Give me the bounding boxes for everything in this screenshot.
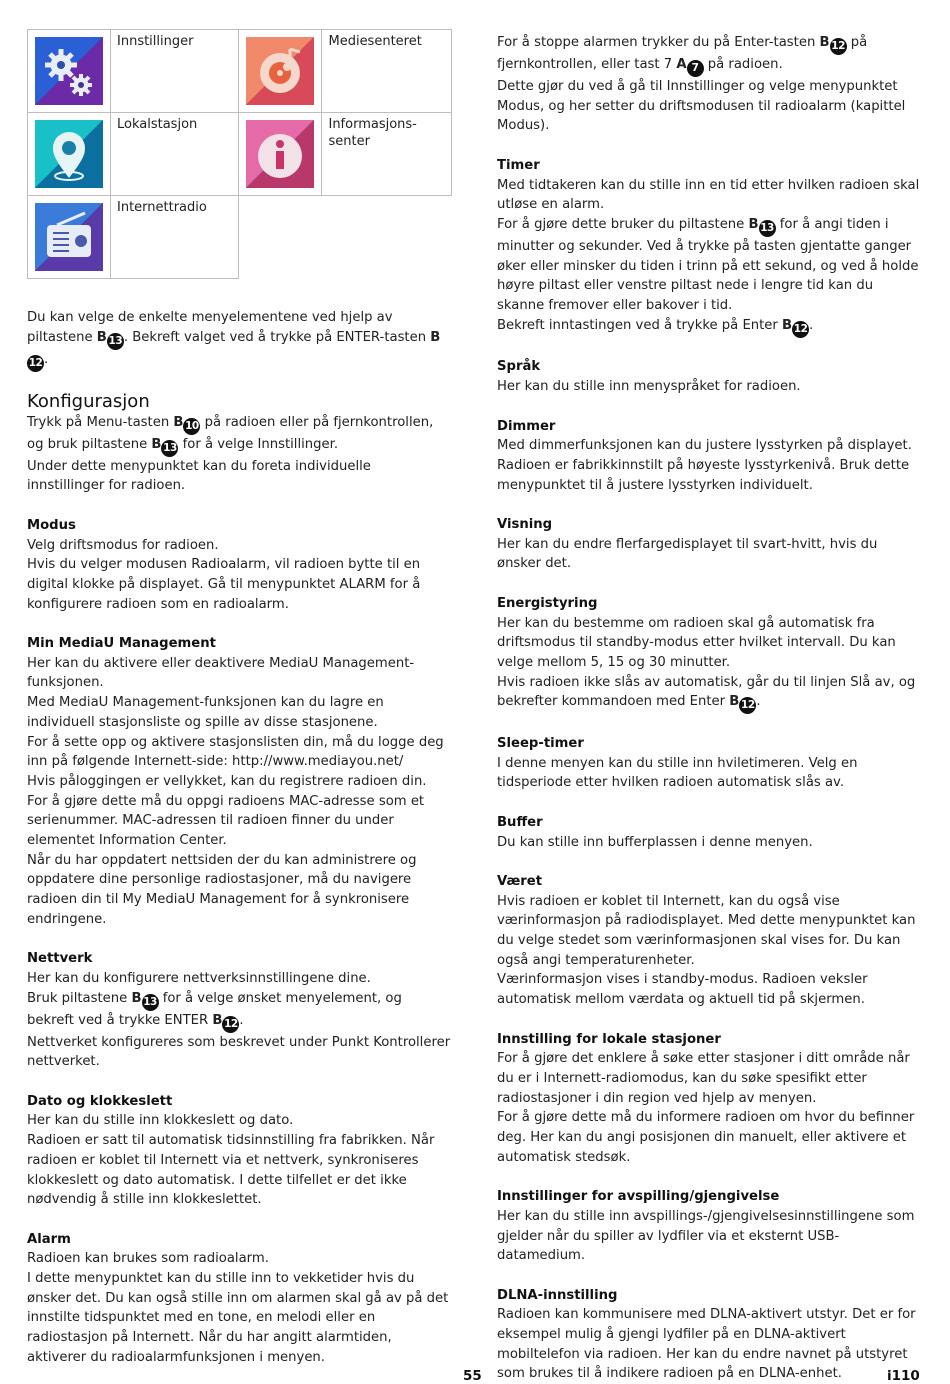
section-heading: Alarm (27, 1231, 71, 1247)
section-heading: Modus (27, 517, 76, 533)
media-center-icon (246, 37, 314, 105)
section-heading: Timer (497, 157, 540, 173)
settings-icon (35, 37, 103, 105)
section-mediau: Min MediaU Management Her kan du aktivere eller deaktivere MediaU Management-funksjonen. Med MediaU Management-funksjonen kan du lagre en individuell stasjonsliste og spille av disse stasjonene. For å sette opp og aktivere stasjonslisten din, må du logge deg inn på følgende Internett-side: http://www.mediayou.net/ Hvis påloggingen er vellykket, kan du registrere radioen din. For å gjøre dette må du oppgi radioens MAC-adresse som et serienummer. MAC-adressen til radioen finner du under elementet Information Center. Når du har oppdatert nettsiden der du kan administrere og oppdatere dine personlige radiostasjoner, må du navigere radioen din til My MediaU Management for å synkronisere endringene. (27, 634, 452, 930)
section-alarm-continued: For å stoppe alarmen trykker du på Enter-tasten B 12 på fjernkontrollen, eller tast 7 A 7 på radioen. Dette gjør du ved å gå til Innstillinger og velge menypunktet Modus, og her setter du driftsmodusen til radioalarm (kapittel Modus). (497, 35, 906, 134)
location-pin-icon (35, 120, 103, 188)
menu-label-local-station: Lokalstasjon (117, 117, 198, 132)
left-column (27, 0, 452, 1368)
section-heading: DLNA-innstilling (497, 1287, 618, 1303)
model-label: i110 (887, 1368, 920, 1384)
menu-label-settings: Innstillinger (117, 34, 194, 49)
key-badge: 10 (183, 418, 200, 435)
section-dato: Dato og klokkeslett Her kan du stille inn klokkeslett og dato. Radioen er satt til automatisk tidsinnstilling fra fabrikken. Når radioen er koblet til Internett via et nettverk, synkroniseres klokkeslett og dato automatisk. I dette tilfellet er det ikke nødvendig å stille inn klokkeslettet. (27, 1092, 452, 1210)
section-heading: Språk (497, 359, 541, 375)
section-heading: Buffer (497, 814, 543, 830)
section-timer: Timer Med tidtakeren kan du stille inn en tid etter hvilken radioen skal utløse en alarm. For å gjøre dette bruker du piltastene B 13 for å angi tiden i minutter og sekunder. Ved å trykke på tasten gjentatte ganger øker eller minsker du tiden i trinn på ett sekund, og ved å holde høyre piltast eller venstre piltast nede i lengre tid kan du skanne fremover eller bakover i tid. Bekreft inntastingen ved å trykke på Enter B 12 . (497, 156, 922, 338)
section-dimmer: Dimmer Med dimmerfunksjonen kan du justere lysstyrken på displayet. Radioen er fabrikkinnstilt på høyeste lysstyrkenivå. Bruk dette menypunktet til å justere lysstyrken individuelt. (497, 417, 922, 496)
section-sprak: Språk Her kan du stille inn menyspråket for radioen. (497, 357, 922, 396)
section-buffer: Buffer Du kan stille inn bufferplassen i denne menyen. (497, 813, 922, 852)
section-heading: Min MediaU Management (27, 636, 216, 651)
section-heading: Dimmer (497, 418, 556, 434)
info-icon (246, 120, 314, 188)
menu-icon-table (27, 29, 452, 279)
section-heading: Innstilling for lokale stasjoner (497, 1031, 721, 1047)
section-konfigurasjon: Konfigurasjon Trykk på Menu-tasten B 10 på radioen eller på fjernkontrollen, og bruk piltastene B 13 for å velge Innstillinger. Under dette menypunktet kan du foreta individuelle innstillinger for radioen. (27, 391, 452, 496)
intro-paragraph: Du kan velge de enkelte menyelementene ved hjelp av piltastene B 13 . Bekreft valget ved å trykke på ENTER-tasten B12 . (27, 308, 452, 372)
section-avspilling: Innstillinger for avspilling/gjengivelse Her kan du stille inn avspillings-/gjengivelsesinnstillingene som gjelder når du spiller av lydfiler via et eksternt USB-datamedium. (497, 1187, 922, 1266)
menu-label-internet-radio: Internettradio (117, 200, 207, 215)
menu-label-media-center: Mediesenteret (328, 34, 422, 49)
section-heading: Innstillinger for avspilling/gjengivelse (497, 1189, 780, 1205)
key-badge: 12 (830, 38, 847, 55)
section-heading: Været (497, 873, 543, 889)
menu-label-info-center-line2: senter (328, 134, 370, 149)
key-badge: 13 (161, 440, 178, 457)
key-badge: 13 (759, 220, 776, 237)
section-dlna: DLNA-innstilling Radioen kan kommunisere med DLNA-aktivert utstyr. Det er for eksempel mulig å gjengi lydfiler på en DLNA-aktivert mobiltelefon via radioen. Her kan du endre navnet på utstyret som brukes til å indikere radioen på en DLNA-enhet. (497, 1286, 922, 1384)
key-badge: 12 (739, 697, 756, 714)
right-column (497, 33, 922, 1384)
section-heading: Sleep-timer (497, 736, 584, 751)
key-badge: 12 (792, 321, 809, 338)
section-modus: Modus Velg driftsmodus for radioen. Hvis du velger modusen Radioalarm, vil radioen bytte til en digital klokke på displayet. Gå til menypunktet ALARM for å konfigurere radioen som en radioalarm. (27, 516, 452, 615)
radio-icon (35, 203, 103, 271)
key-badge: 7 (687, 60, 704, 77)
section-alarm: Alarm Radioen kan brukes som radioalarm. I dette menypunktet kan du stille inn to vekketider hvis du ønsker det. Du kan også stille inn om alarmen skal gå av på det innstilte tidspunktet med en tone, en melodi eller en radiostasjon på Internett. Når du har angitt alarmtiden, aktiverer du radioalarmfunksjonen i menyen. (27, 1230, 452, 1368)
section-lokale-stasjoner: Innstilling for lokale stasjoner For å gjøre det enklere å søke etter stasjoner i ditt område når du er i Internett-radiomodus, kan du søke spesifikt etter radiostasjoner i din region ved hjelp av menyen. For å gjøre dette må du informere radioen om hvor du befinner deg. Her kan du angi posisjonen din manuelt, eller aktivere et automatisk stedsøk. (497, 1030, 922, 1168)
section-energistyring: Energistyring Her kan du bestemme om radioen skal gå automatisk fra driftsmodus til standby-modus etter hvilket intervall. Du kan velge mellom 5, 15 og 30 minutter. Hvis radioen ikke slås av automatisk, går du til linjen Slå av, og bekrefter kommandoen med Enter B 12 . (497, 594, 922, 715)
section-heading: Visning (497, 517, 553, 532)
key-badge: 12 (222, 1016, 239, 1033)
section-visning: Visning Her kan du endre flerfargedisplayet til svart-hvitt, hvis du ønsker det. (497, 515, 922, 574)
section-nettverk: Nettverk Her kan du konfigurere nettverksinnstillingene dine. Bruk piltastene B 13 for å velge ønsket menyelement, og bekreft ved å trykke ENTER B 12 . Nettverket konfigureres som beskrevet under Punkt Kontrollerer nettverket. (27, 951, 451, 1070)
key-badge: 13 (142, 994, 159, 1011)
section-heading: Konfigurasjon (27, 390, 150, 412)
key-badge: 13 (107, 333, 124, 350)
section-heading: Dato og klokkeslett (27, 1093, 173, 1109)
section-vaeret: Været Hvis radioen er koblet til Internett, kan du også vise værinformasjon på radiodisplayet. Med dette menypunktet kan du velge stedet som værinformasjonen skal vises for. Du kan også angi temperaturenheter. Værinformasjon vises i standby-modus. Radioen veksler automatisk mellom værdata og aktuell tid på skjermen. (497, 872, 922, 1010)
section-heading: Nettverk (27, 951, 93, 967)
section-heading: Energistyring (497, 595, 598, 611)
section-sleep-timer: Sleep-timer I denne menyen kan du stille inn hviletimeren. Velg en tidsperiode etter hvilken radioen automatisk slås av. (497, 734, 922, 793)
menu-label-info-center-line1: Informasjons- (328, 117, 417, 132)
key-badge: 12 (27, 355, 44, 372)
page-number: 55 (463, 1368, 482, 1384)
